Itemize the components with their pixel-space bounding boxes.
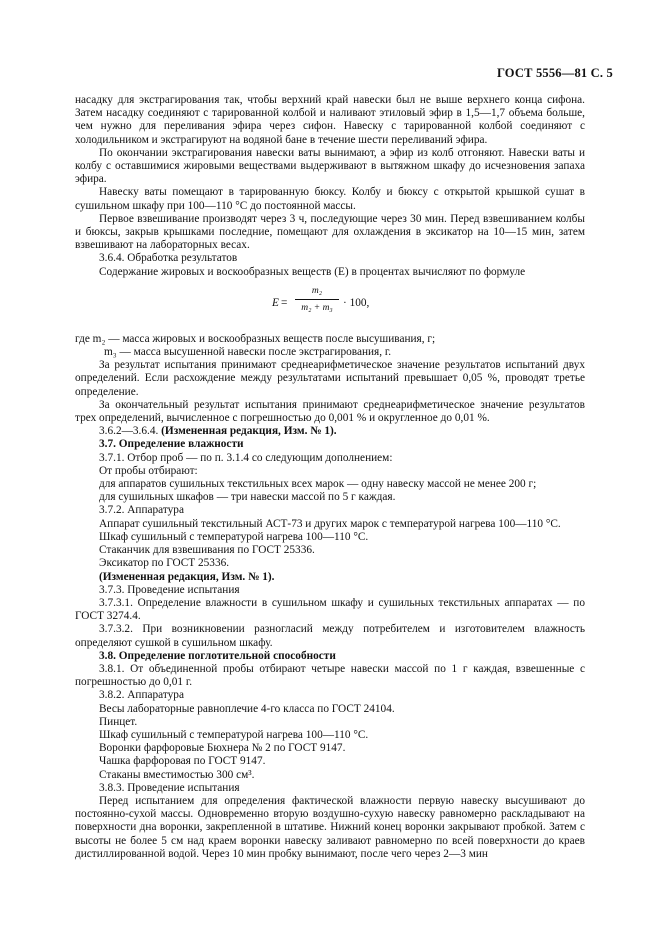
page-header: ГОСТ 5556—81 С. 5 [496,66,613,80]
line-2: для аппаратов сушильных текстильных всех марок — одну навеску массой не менее 200 г; [99,478,537,491]
paragraph-10: 3.8.1. От объединенной пробы отбирают четыре навески массой по 1 г каждая, взвешенные с погрешностью до 0,01 г. [75,662,585,689]
formula-fraction [295,285,339,314]
paragraph-6: За результат испытания принимают среднеарифметическое значение результатов испытаний двух определений. Если расхождение между результатами испытаний превышает 0,05 %, проводят третье определение. [75,359,585,398]
formula-lhs: E [272,296,279,309]
definition-m2: где m₂ — масса жировых и воскообразных веществ после высушивания, г; [75,332,436,345]
paragraph-9: 3.7.3.2. При возникновении разногласий между потребителем и изготовителем влажность определяют сушкой в сушильном шкафу. [75,623,585,649]
section-3-8-2: 3.8.2. Аппаратура [99,689,184,702]
line-6: Стаканчик для взвешивания по ГОСТ 25336. [99,544,315,557]
line-4: Аппарат сушильный текстильный АСТ-73 и других марок с температурой нагрева 100—110 °С. [99,517,561,530]
line-5: Шкаф сушильный с температурой нагрева 100—110 °С. [99,530,369,543]
amendment-3-6-text: (Измененная редакция, Изм. № 1). [161,425,337,438]
line-9: Весы лабораторные равноплечие 4-го класса по ГОСТ 24104. [99,702,395,715]
section-3-8-3: 3.8.3. Проведение испытания [99,781,240,794]
paragraph-1: насадку для экстрагирования так, чтобы верхний край навески был не выше верхнего конца сифона. Затем насадку соединяют с тарированной колбой и наливают этиловый эфир в 1,5—1,7 объема больше, чем нужно для переливания эфира через сифон. Навеску с тарированной колбой соединяют с холодильником и экстрагируют на водяной бане в течение шести переливаний эфира. [75,94,585,146]
paragraph-11: Перед испытанием для определения фактической влажности первую навеску высушивают до постоянно-сухой массы. Одновременно вторую воздушно-сухую навеску равномерно раскладывают на поверхности дна воронки, закрепленной в штативе. Нижний конец воронки закрывают пробкой. Затем с высоты не более 5 см над краем воронки навеску заливают равномерно по всей поверхности до краев дистиллированной водой. Через 10 мин пробку вынимают, после чего через 2—3 мин [75,794,585,860]
line-3: для сушильных шкафов — три навески массой по 5 г каждая. [99,491,396,504]
definition-m3: m₃ — масса высушенной навески после экстрагирования, г. [104,346,392,359]
amendment-3-6-number: 3.6.2—3.6.4. [99,425,159,438]
amendment-3-6 [75,425,585,438]
fraction-bar [295,299,339,300]
formula [75,285,585,325]
paragraph-2: По окончании экстрагирования навески ваты вынимают, а эфир из колб отгоняют. Навески ваты и колбу с оставшимися жировыми веществами выдерживают в вытяжном шкафу до исчезновения запаха эфира. [75,146,585,186]
line-14: Стаканы вместимостью 300 см³. [99,768,255,781]
paragraph-3: Навеску ваты помещают в тарированную бюксу. Колбу и бюксу с открытой крышкой сушат в сушильном шкафу при 100—110 °С до постоянной массы. [75,186,585,212]
section-3-7-3: 3.7.3. Проведение испытания [99,583,240,596]
amendment-3-7: (Измененная редакция, Изм. № 1). [99,570,275,583]
paragraph-5: Содержание жировых и воскообразных веществ (Е) в процентах вычисляют по формуле [99,265,526,278]
paragraph-7: За окончательный результат испытания принимают среднеарифметическое значение результатов трех определений, вычисленное с погрешностью до 0,001 % и округленное до 0,01 %. [75,398,585,425]
section-3-7-1: 3.7.1. Отбор проб — по п. 3.1.4 со следующим дополнением: [99,451,393,464]
line-11: Шкаф сушильный с температурой нагрева 100—110 °С. [99,728,369,741]
formula-numerator: m₂ [311,285,323,296]
document-body [75,94,585,861]
formula-denominator: m₂ + m₃ [301,302,333,313]
line-10: Пинцет. [99,715,138,728]
formula-equals: = [281,296,288,309]
section-3-7-2: 3.7.2. Аппаратура [99,504,184,517]
line-13: Чашка фарфоровая по ГОСТ 9147. [99,755,266,768]
line-7: Эксикатор по ГОСТ 25336. [99,557,230,570]
line-1: От пробы отбирают: [99,464,198,477]
line-12: Воронки фарфоровые Бюхнера № 2 по ГОСТ 9147. [99,742,346,755]
section-3-7-heading: 3.7. Определение влажности [99,438,244,451]
paragraph-4: Первое взвешивание производят через 3 ч, последующие через 30 мин. Перед взвешиванием колбы и бюксы, закрыв крышками последние, помещают для охлаждения в эксикатор на 10—15 мин, затем взвешивают на лабораторных весах. [75,212,585,252]
section-3-6-4: 3.6.4. Обработка результатов [99,252,238,265]
section-3-8-heading: 3.8. Определение поглотительной способности [99,649,336,662]
formula-tail: · 100, [343,296,370,309]
paragraph-8: 3.7.3.1. Определение влажности в сушильном шкафу и сушильных текстильных аппаратах — по ГОСТ 3274.4. [75,596,585,623]
